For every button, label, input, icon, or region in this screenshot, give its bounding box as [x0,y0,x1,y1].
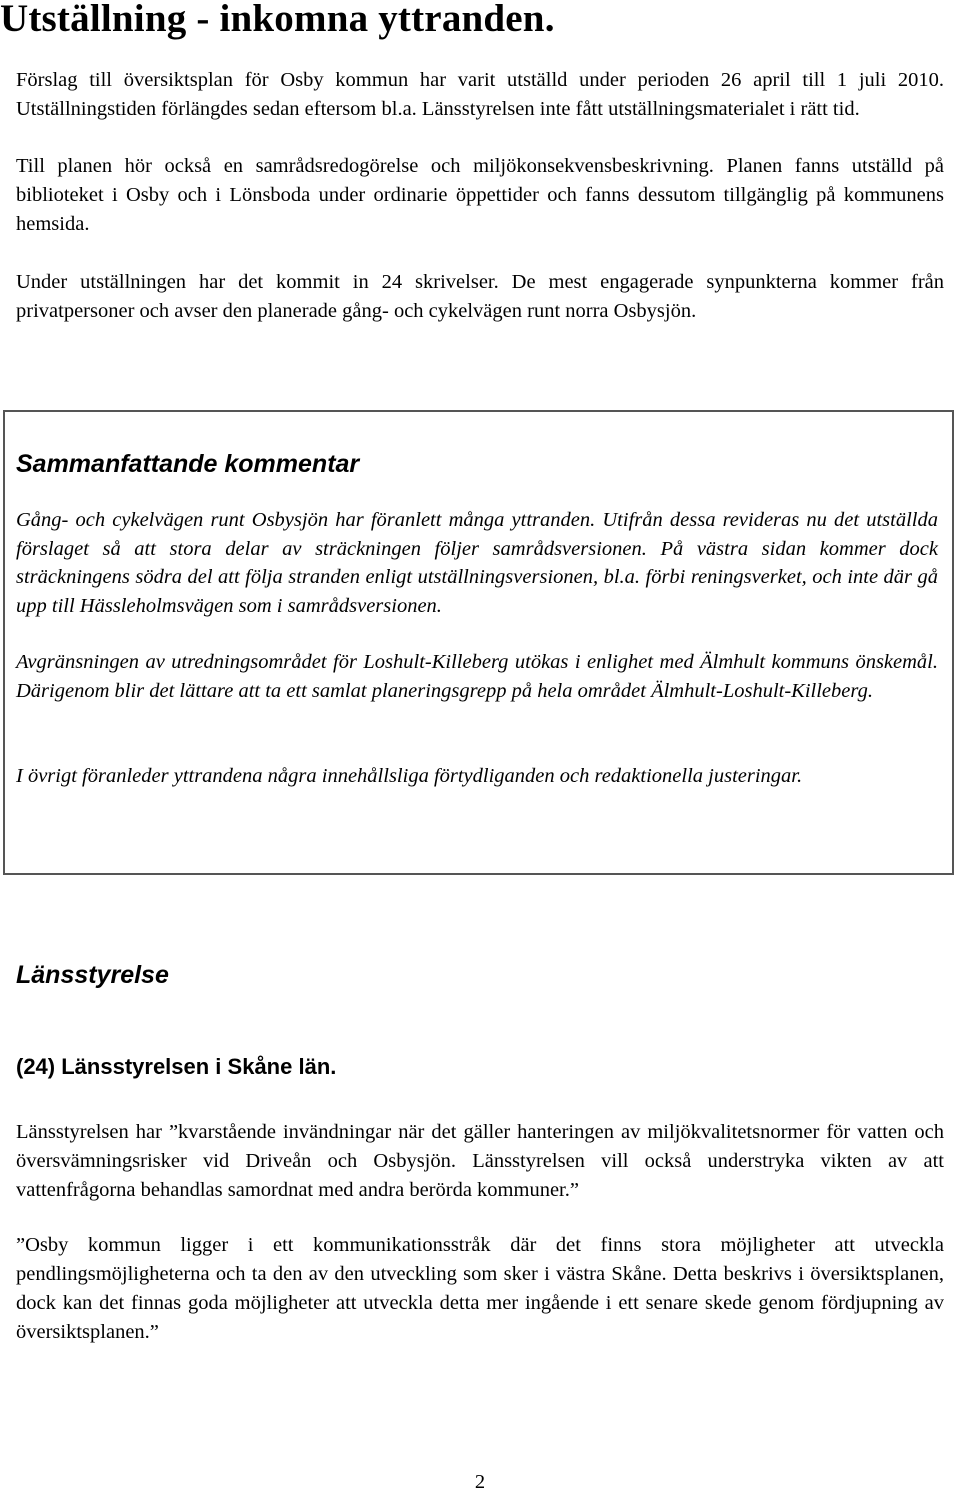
section-paragraph-1: Länsstyrelsen har ”kvarstående invändningar när det gäller hanteringen av miljökvalitetsnormer för vatten och översvämningsrisker vid Driveån och Osbysjön. Länsstyrelsen vill också understryka vikten av att vattenfrågorna behandlas samordnat med andra berörda kommuner.” [16,1121,944,1201]
intro-paragraph-2: Till planen hör också en samrådsredogörelse och miljökonsekvensbeskrivning. Planen fanns utställd på biblioteket i Osby och i Lönsboda under ordinarie öppettider och fanns dessutom tillgänglig på kommunens hemsida. [16,155,944,235]
summary-paragraph-3: I övrigt föranleder yttrandena några innehållsliga förtydliganden och redaktionella justeringar. [16,765,803,787]
summary-paragraph-1: Gång- och cykelvägen runt Osbysjön har föranlett många yttranden. Utifrån dessa revideras nu det utställda förslaget så att stora delar av sträckningen följer samrådsversionen. På västra sidan kommer dock sträckningens södra del att följa stranden enligt utställningsversionen, bl.a. förbi reningsverket, och inte där gå upp till Hässleholmsvägen som i samrådsversionen. [16,509,938,617]
page-title: Utställning - inkomna yttranden. [0,0,555,40]
intro-paragraph-1: Förslag till översiktsplan för Osby kommun har varit utställd under perioden 26 april till 1 juli 2010. Utställningstiden förlängdes sedan eftersom bl.a. Länsstyrelsen inte fått utställningsmaterialet i rätt tid. [16,69,944,120]
intro-paragraph-3: Under utställningen har det kommit in 24 skrivelser. De mest engagerade synpunkterna kommer från privatpersoner och avser den planerade gång- och cykelvägen runt norra Osbysjön. [16,271,944,322]
summary-paragraph-2: Avgränsningen av utredningsområdet för Loshult-Killeberg utökas i enlighet med Älmhult kommuns önskemål. Därigenom blir det lättare att ta ett samlat planeringsgrepp på hela området Älmhult-Loshult-Killeberg. [16,651,938,702]
section-paragraph-2: ”Osby kommun ligger i ett kommunikationsstråk där det finns stora möjligheter att utveckla pendlingsmöjligheterna och ta den av den utveckling som sker i västra Skåne. Detta beskrivs i översiktsplanen, dock kan det finnas goda möjligheter att utveckla detta mer ingående i ett senare skede genom fördjupning av översiktsplanen.” [16,1234,944,1343]
page-number: 2 [474,1471,486,1493]
summary-box-title: Sammanfattande kommentar [16,450,360,478]
section-subtitle: (24) Länsstyrelsen i Skåne län. [16,1054,337,1079]
section-title: Länsstyrelse [16,961,169,989]
